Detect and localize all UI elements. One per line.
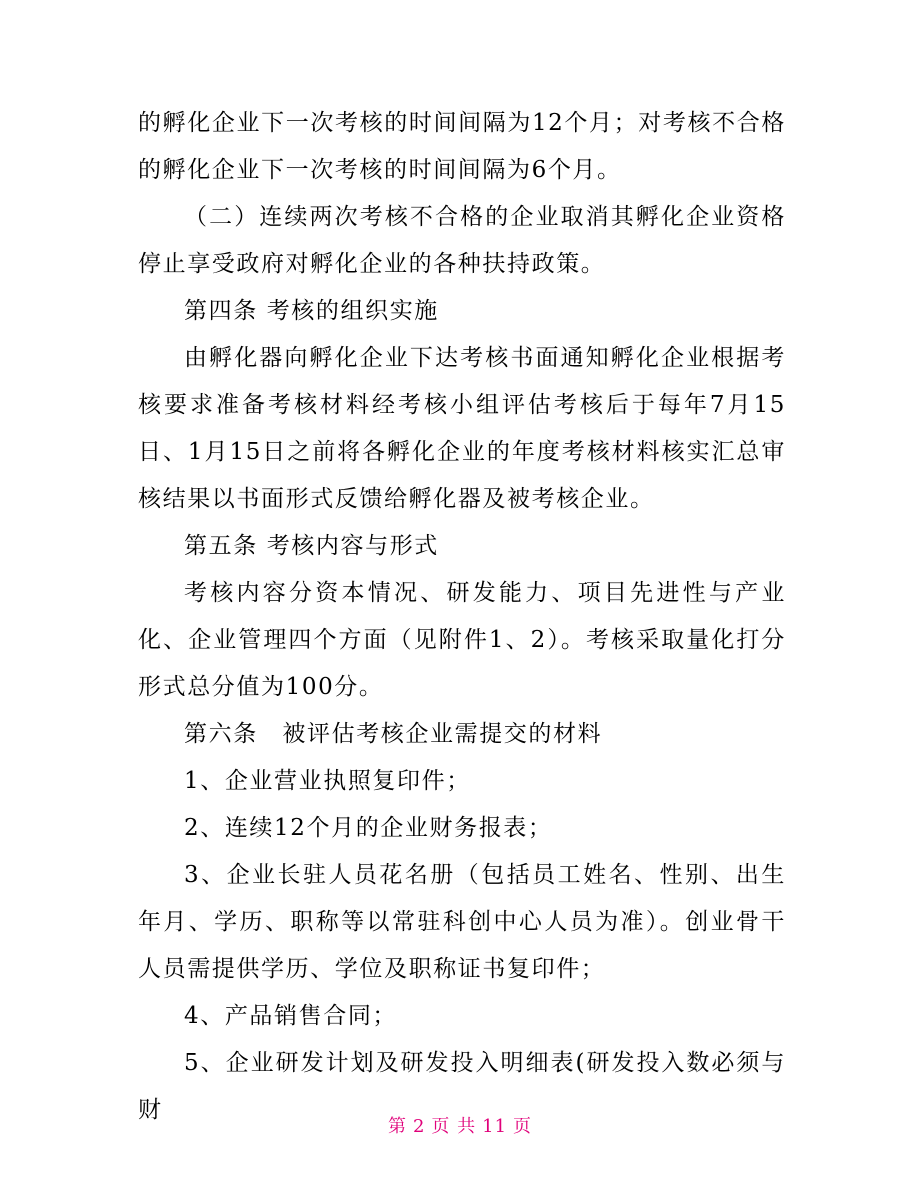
list-item-1: 1、企业营业执照复印件； — [184, 768, 471, 794]
page-footer — [0, 1112, 920, 1138]
list-item-4: 4、产品销售合同； — [184, 1003, 398, 1029]
list-item-5: 5、企业研发计划及研发投入明细表(研发投入数必须与财 — [138, 1050, 786, 1123]
list-item-3: 3、企业长驻人员花名册（包括员工姓名、性别、出生年月、学历、职称等以常驻科创中心人员为准）。创业骨干人员需提供学历、学位及职称证书复印件； — [138, 862, 786, 982]
paragraph-6: 考核内容分资本情况、研发能力、项目先进性与产业化、企业管理四个方面（见附件1、2）。考核采取量化打分形式总分值为100分。 — [138, 580, 786, 700]
footer-suffix: 页 — [513, 1116, 533, 1137]
footer-prefix: 第 — [387, 1116, 407, 1137]
paragraph-4: 由孵化器向孵化企业下达考核书面通知孵化企业根据考核要求准备考核材料经考核小组评估考核后于每年7月15日、1月15日之前将各孵化企业的年度考核材料核实汇总审核结果以书面形式反馈给孵化器及被考核企业。 — [138, 345, 786, 512]
article-5-heading: 第五条 考核内容与形式 — [184, 533, 439, 559]
paragraph-1: 的孵化企业下一次考核的时间间隔为12个月；对考核不合格的孵化企业下一次考核的时间间隔为6个月。 — [138, 110, 786, 183]
article-4-heading: 第四条 考核的组织实施 — [184, 298, 439, 324]
footer-current-page: 2 — [412, 1116, 426, 1137]
footer-total-pages: 11 — [482, 1116, 508, 1137]
paragraph-2: （二）连续两次考核不合格的企业取消其孵化企业资格停止享受政府对孵化企业的各种扶持政策。 — [138, 204, 786, 277]
article-6-heading: 第六条 被评估考核企业需提交的材料 — [184, 721, 603, 747]
list-item-2: 2、连续12个月的企业财务报表； — [184, 815, 553, 841]
footer-mid: 页 共 — [431, 1116, 477, 1137]
document-body — [138, 100, 786, 1134]
